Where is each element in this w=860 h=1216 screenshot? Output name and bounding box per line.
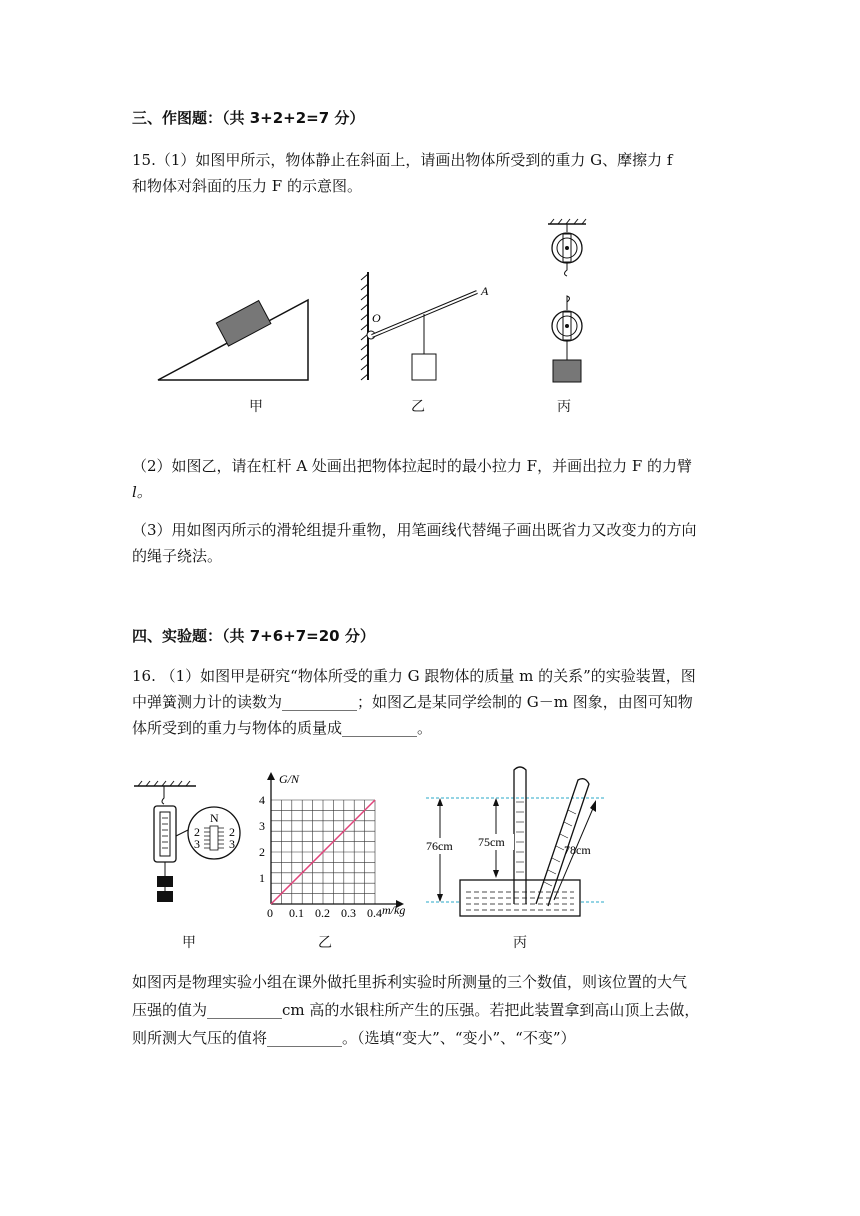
x-tick-label: 0.1	[289, 906, 304, 920]
spring-scale-body	[154, 806, 176, 862]
label-76cm: 76cm	[426, 839, 453, 853]
x-tick-label: 0.2	[315, 906, 330, 920]
y-axis-arrow	[267, 772, 275, 780]
fig-label-yi: 乙	[411, 399, 425, 415]
weight-lower	[157, 891, 173, 902]
q15-2-line1: （2）如图乙，请在杠杆 A 处画出把物体拉起时的最小拉力 F，并画出拉力 F 的力臂	[132, 457, 693, 475]
y-tick-label: 1	[259, 871, 265, 885]
section4-heading: 四、实验题：（共 7+6+7=20 分）	[132, 627, 375, 645]
scale-right-2: 2	[229, 825, 235, 839]
x-tick-label: 0.4	[367, 906, 382, 920]
label-a: A	[481, 284, 489, 298]
q16-fig-label-bing: 丙	[513, 935, 527, 951]
incline-figure	[150, 290, 340, 390]
q16-fig-label-jia: 甲	[182, 935, 196, 951]
pulley-figure	[540, 218, 600, 393]
para-line2: 压强的值为__________cm 高的水银柱所产生的压强。若把此装置拿到高山顶上去做，	[132, 1001, 700, 1019]
x-tick-label: 0.3	[341, 906, 356, 920]
label-78cm: 78cm	[564, 843, 591, 857]
y-tick-label: 3	[259, 819, 265, 833]
label-75cm: 75cm	[478, 835, 505, 849]
section3-heading: 三、作图题：（共 3+2+2=7 分）	[132, 109, 365, 127]
q16-line2: 中弹簧测力计的读数为__________；如图乙是某同学绘制的 G－m 图象，由图可知物	[132, 693, 693, 711]
q15-2-line2: l。	[132, 483, 152, 501]
label-o: O	[372, 311, 381, 325]
barometer-figure	[418, 762, 628, 922]
q15-line1: 15.（1）如图甲所示，物体静止在斜面上，请画出物体所受到的重力 G、摩擦力 f	[132, 151, 673, 169]
y-axis-label: G/N	[279, 772, 300, 786]
pulley-load	[553, 360, 581, 382]
fig-label-jia: 甲	[249, 399, 263, 415]
weight-upper	[157, 876, 173, 887]
fixed-pulley	[552, 233, 582, 263]
y-tick-label: 2	[259, 845, 265, 859]
lever-figure	[350, 270, 510, 390]
scale-left-2: 2	[194, 825, 200, 839]
block-on-incline	[216, 301, 271, 346]
g-m-chart	[250, 768, 420, 918]
spring-scale-figure	[130, 778, 250, 913]
q16-line3: 体所受到的重力与物体的质量成__________。	[132, 719, 433, 737]
scale-right-3: 3	[229, 837, 235, 851]
scale-left-3: 3	[194, 837, 200, 851]
q16-line1: 16. （1）如图甲是研究“物体所受的重力 G 跟物体的质量 m 的关系”的实验装置，图	[132, 667, 696, 685]
q15-line2: 和物体对斜面的压力 F 的示意图。	[132, 177, 362, 195]
para-line1: 如图丙是物理实验小组在课外做托里拆利实验时所测量的三个数值，则该位置的大气	[132, 973, 688, 991]
fig-label-bing: 丙	[557, 399, 571, 415]
x-axis-label: m/kg	[382, 903, 406, 917]
lower-hook	[567, 296, 570, 310]
q15-3-line2: 的绳子绕法。	[132, 547, 223, 565]
q15-3-line1: （3）用如图丙所示的滑轮组提升重物，用笔画线代替绳子画出既省力又改变力的方向	[132, 521, 697, 539]
top-hook	[565, 263, 568, 276]
q16-fig-label-yi: 乙	[318, 935, 332, 951]
scale-unit-n: N	[210, 811, 219, 825]
x-tick-label: 0	[267, 906, 273, 920]
hanging-weight	[412, 354, 436, 380]
para-line3: 则所测大气压的值将__________。（选填“变大”、“变小”、“不变”）	[132, 1029, 576, 1047]
movable-pulley	[552, 311, 582, 341]
wall-hatching	[361, 274, 368, 380]
y-tick-label: 4	[259, 793, 265, 807]
